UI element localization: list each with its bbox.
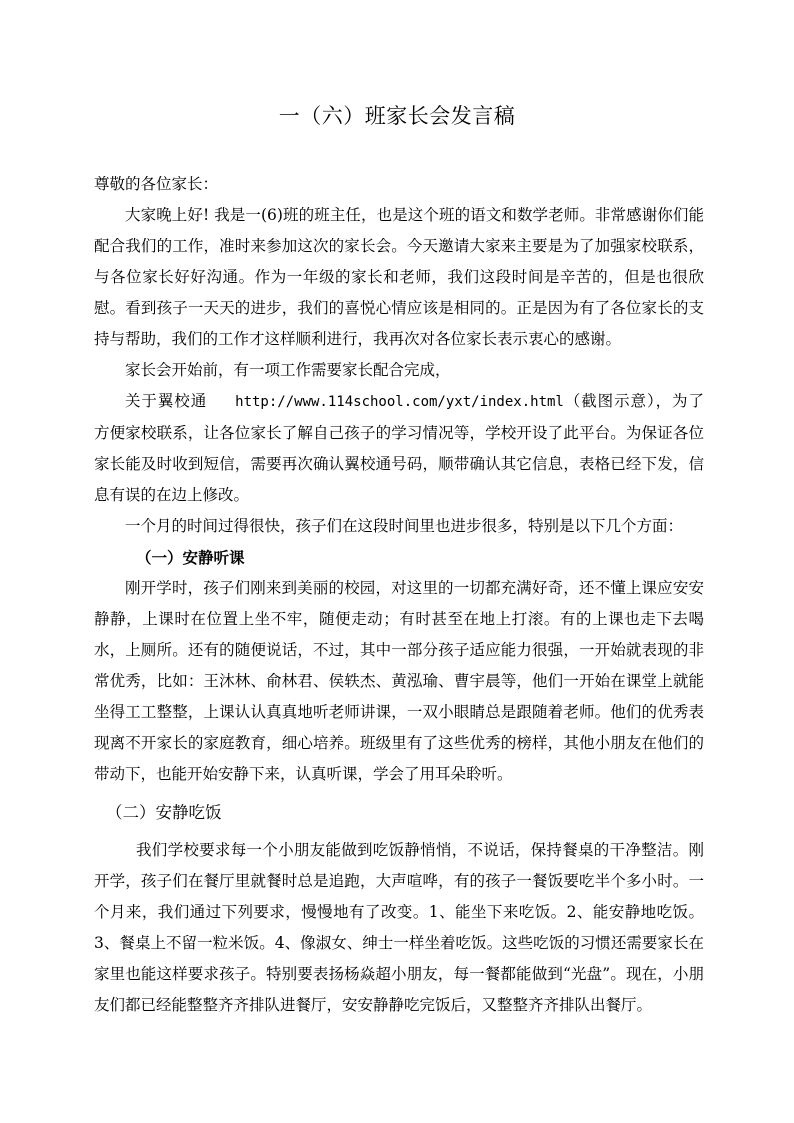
section-quiet-lunch-paragraph: 我们学校要求每一个小朋友能做到吃饭静悄悄，不说话，保持餐桌的干净整洁。刚开学，孩子们在餐厅里就餐时总是追跑，大声喧哗，有的孩子一餐饭要吃半个多小时。一个月来，我们通过下列要求，慢慢地有了改变。1、能坐下来吃饭。2、能安静地吃饭。3、餐桌上不留一粒米饭。4、像淑女、绅士一样坐着吃饭。这些吃饭的习惯还需要家长在家里也能这样要求孩子。特别要表扬杨焱超小朋友，每一餐都能做到“光盘”。现在，小朋友们都已经能整整齐齐排队进餐厅，安安静静吃完饭后，又整整齐齐排队出餐厅。	[94, 841, 704, 1014]
document-body	[94, 169, 704, 1021]
greeting-paragraph: 尊敬的各位家长：	[94, 175, 219, 193]
progress-intro-paragraph: 一个月的时间过得很快，孩子们在这段时间里也进步很多，特别是以下几个方面：	[125, 517, 684, 535]
section-quiet-class-paragraph: 刚开学时，孩子们刚来到美丽的校园，对这里的一切都充满好奇，还不懂上课应安安静静，上课时在位置上坐不牢，随便走动；有时甚至在地上打滚。有的上课也走下去喝水，上厕所。还有的随便说话，不过，其中一部分孩子适应能力很强，一开始就表现的非常优秀，比如：王沐林、俞林君、侯轶杰、黄泓瑜、曹宇晨等，他们一开始在课堂上就能坐得工工整整，上课认认真真地听老师讲课，一双小眼睛总是跟随着老师。他们的优秀表现离不开家长的家庭教育，细心培养。班级里有了这些优秀的榜样，其他小朋友在他们的带动下，也能开始安静下来，认真听课，学会了用耳朵聆听。	[94, 579, 704, 783]
yixiaotong-label: 关于翼校通	[125, 392, 208, 410]
page-title: 一（六）班家长会发言稿	[278, 104, 516, 128]
yixiaotong-url: http://www.114school.com/yxt/index.html	[235, 394, 564, 410]
yixiaotong-paragraph	[94, 386, 704, 511]
before-meeting-paragraph: 家长会开始前，有一项工作需要家长配合完成，	[125, 361, 451, 379]
intro-paragraph: 大家晚上好! 我是一(6)班的班主任，也是这个班的语文和数学老师。非常感谢你们能配合我们的工作，准时来参加这次的家长会。今天邀请大家来主要是为了加强家校联系，与各位家长好好沟通。作为一年级的家长和老师，我们这段时间是辛苦的，但是也很欣慰。看到孩子一天天的进步，我们的喜悦心情应该是相同的。正是因为有了各位家长的支持与帮助，我们的工作才这样顺利进行，我再次对各位家长表示衷心的感谢。	[94, 206, 704, 348]
yixiaotong-text: （截图示意），为了方便家校联系，让各位家长了解自己孩子的学习情况等，学校开设了此平台。为保证各位家长能及时收到短信，需要再次确认翼校通号码，顺带确认其它信息，表格已经下发，信息有误的在边上修改。	[94, 392, 704, 504]
section-heading-quiet-class: （一）安静听课	[136, 548, 245, 567]
section-heading-quiet-lunch: （二）安静吃饭	[106, 803, 222, 822]
